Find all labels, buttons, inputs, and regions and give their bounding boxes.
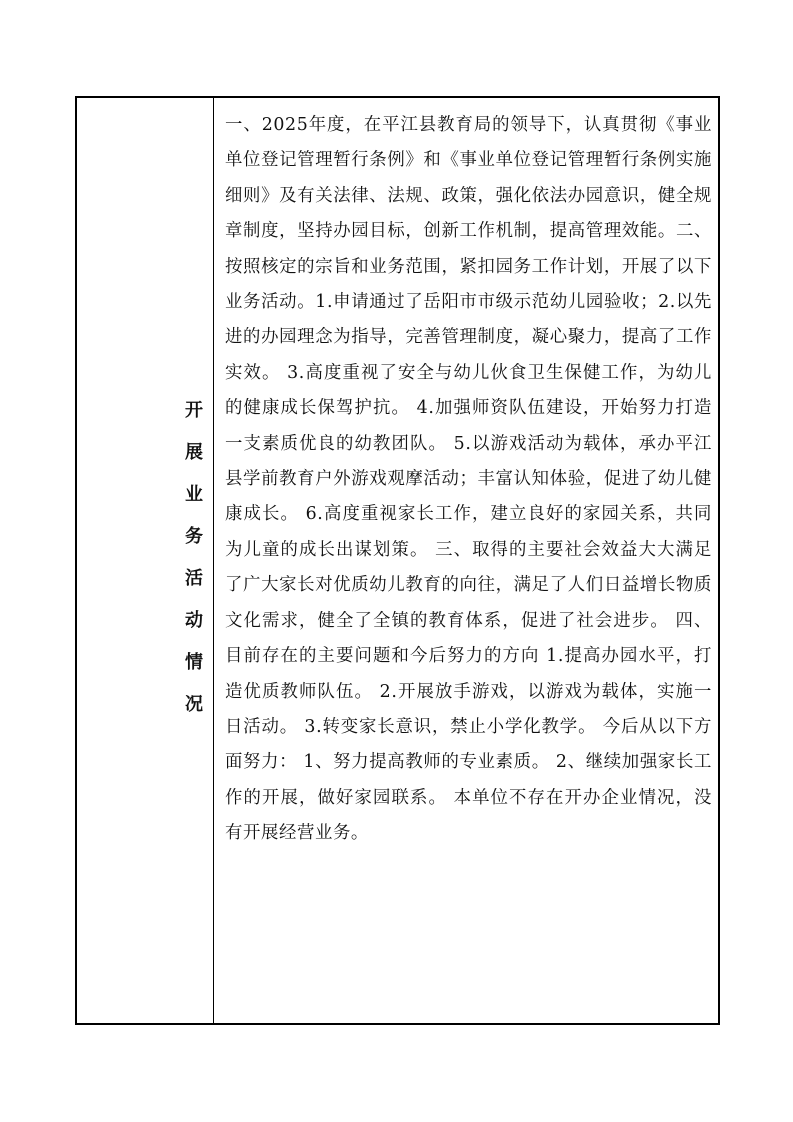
section-label-text: 开展业务活动情况 — [182, 400, 203, 736]
section-content-cell — [215, 98, 720, 1023]
section-label — [77, 398, 213, 738]
section-label-cell — [77, 98, 214, 1023]
section-content-text: 一、2025年度，在平江县教育局的领导下，认真贯彻《事业单位登记管理暂行条例》和《事业单位登记管理暂行条例实施细则》及有关法律、法规、政策，强化依法办园意识，健全规章制度，坚持办园目标，创新工作机制，提高管理效能。二、按照核定的宗旨和业务范围，紧扣园务工作计划，开展了以下业务活动。1.申请通过了岳阳市市级示范幼儿园验收；2.以先进的办园理念为指导，完善管理制度，凝心聚力，提高了工作实效。 3.高度重视了安全与幼儿伙食卫生保健工作，为幼儿的健康成长保驾护抗。 4.加强师资队伍建设，开始努力打造一支素质优良的幼教团队。 5.以游戏活动为载体，承办平江县学前教育户外游戏观摩活动；丰富认知体验，促进了幼儿健康成长。 6.高度重视家长工作，建立良好的家园关系，共同为儿童的成长出谋划策。 三、取得的主要社会效益大大满足了广大家长对优质幼儿教育的向往，满足了人们日益增长物质文化需求，健全了全镇的教育体系，促进了社会进步。 四、目前存在的主要问题和今后努力的方向 1.提高办园水平，打造优质教师队伍。 2.开展放手游戏，以游戏为载体，实施一日活动。 3.转变家长意识，禁止小学化教学。 今后从以下方面努力： 1、努力提高教师的专业素质。 2、继续加强家长工作的开展，做好家园联系。 本单位不存在开办企业情况，没有开展经营业务。 — [225, 115, 712, 844]
report-table — [75, 96, 720, 1025]
